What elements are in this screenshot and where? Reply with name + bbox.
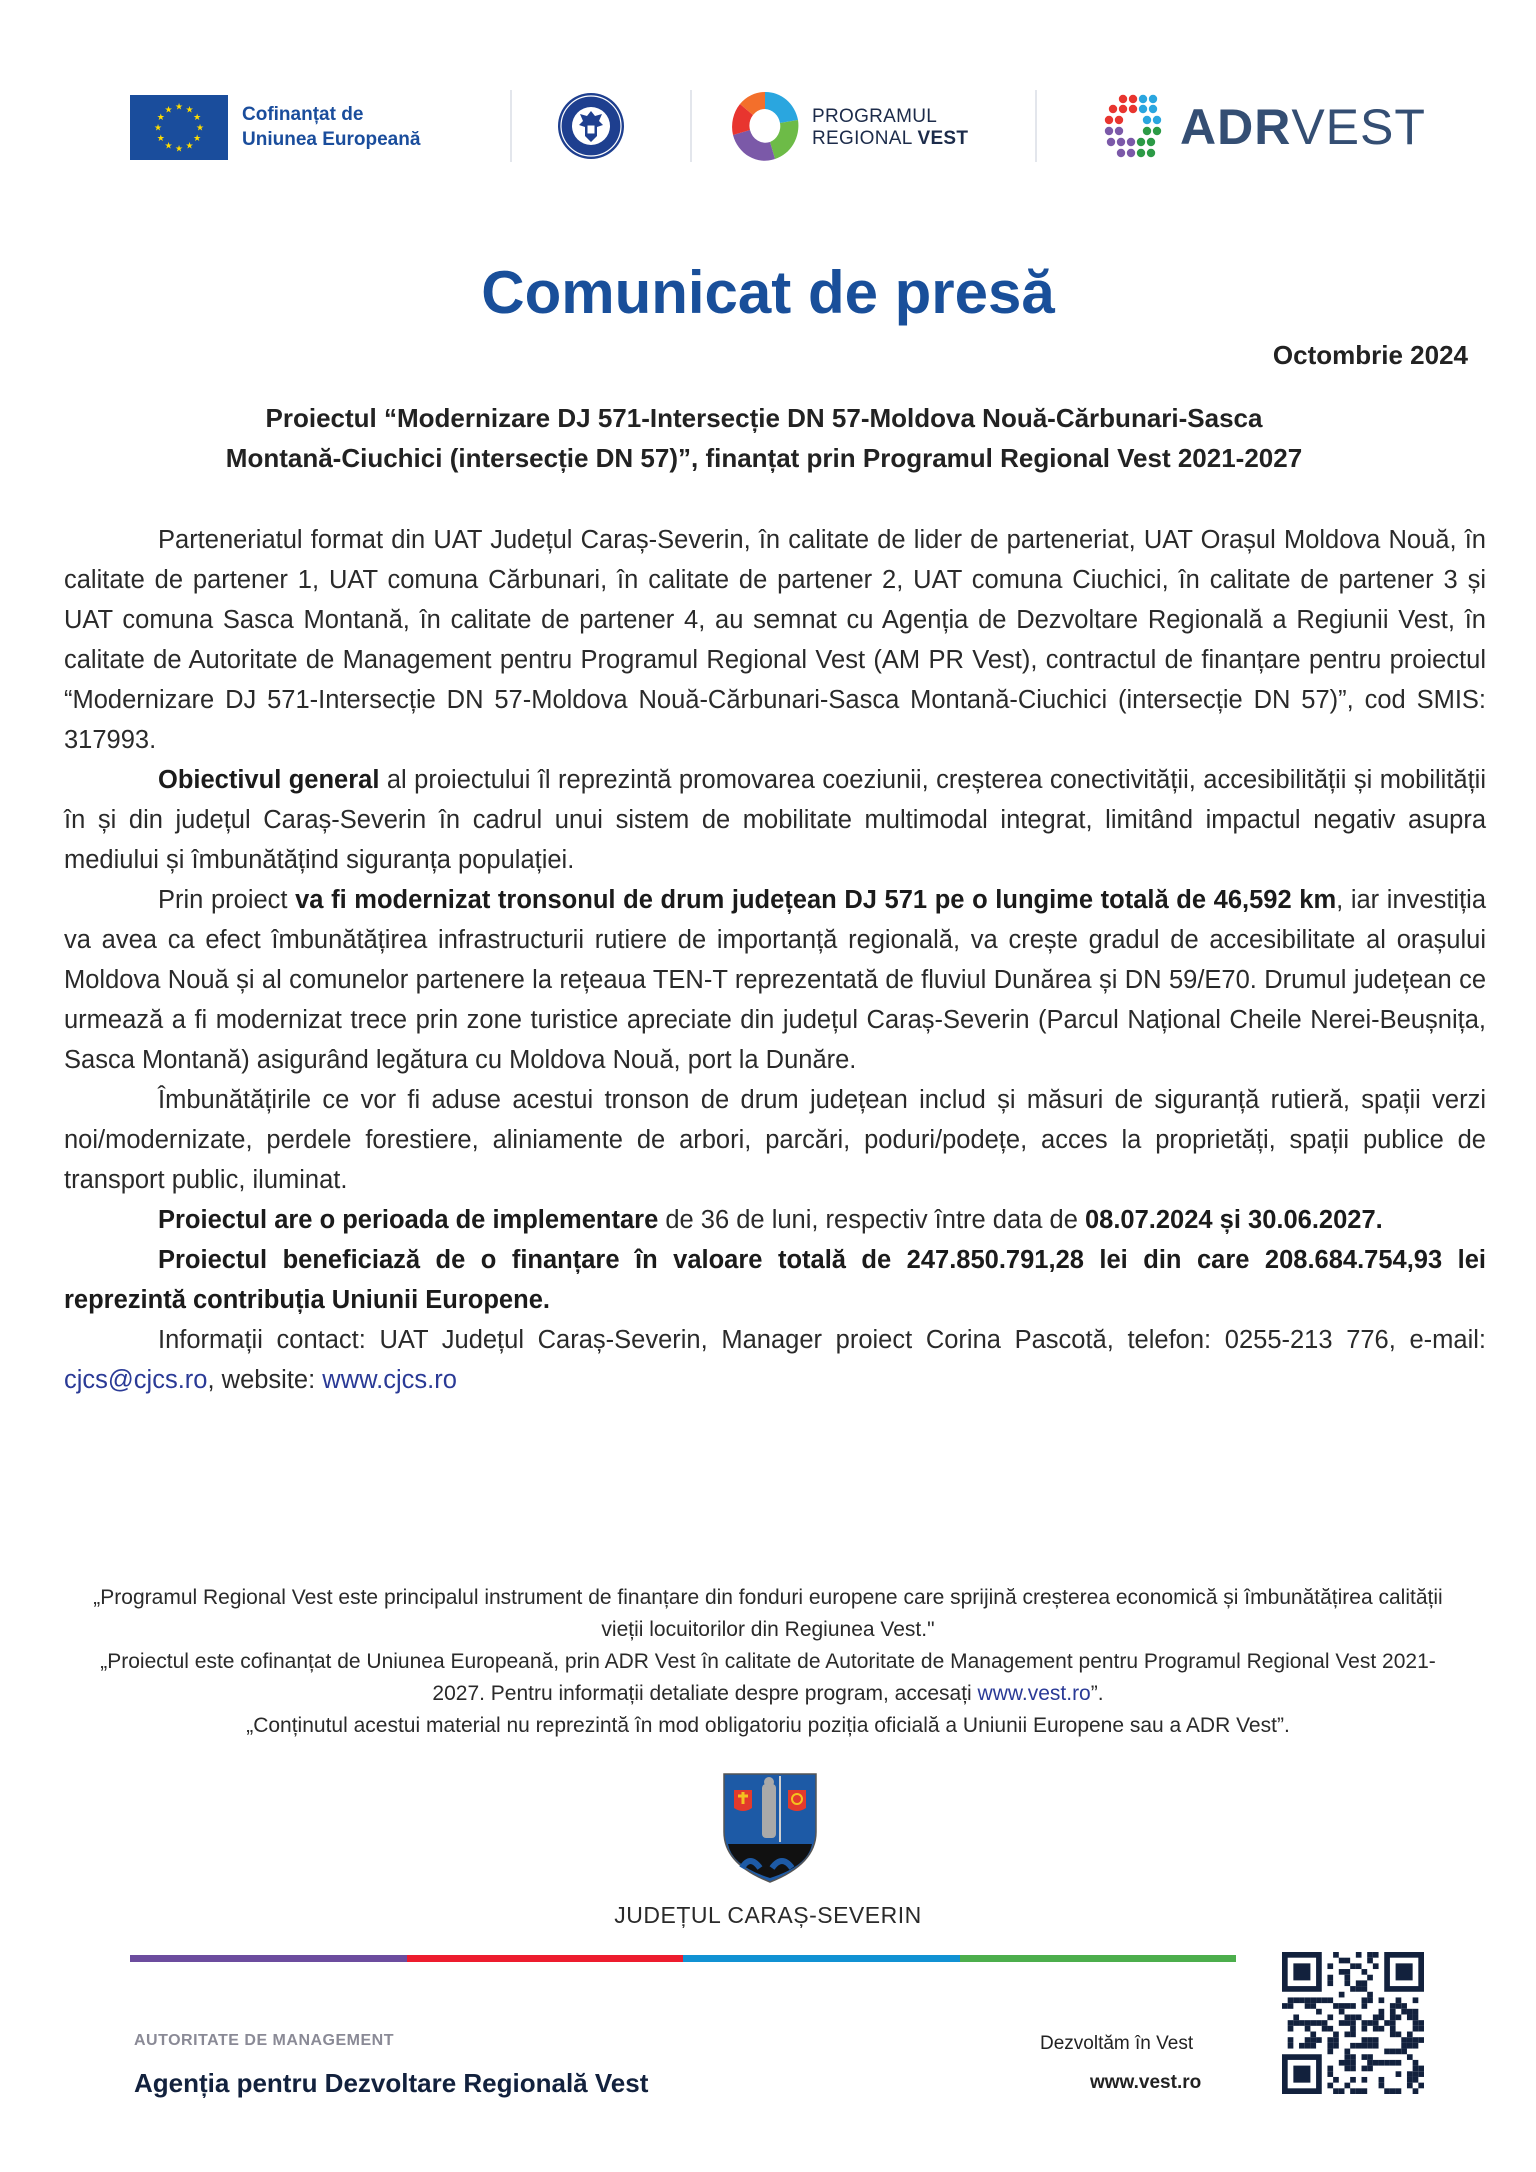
qr-module (1367, 1958, 1373, 1964)
qr-module (1344, 2054, 1350, 2060)
prv-line2-bold: VEST (917, 128, 969, 149)
contact-email-link[interactable]: cjcs@cjcs.ro (64, 1366, 208, 1394)
eu-text-line2: Uniunea Europeană (242, 129, 421, 150)
qr-module (1356, 2088, 1362, 2094)
footer-website-link[interactable]: www.vest.ro (1090, 2072, 1202, 2093)
adr-dot (1139, 95, 1147, 103)
qr-module (1362, 1980, 1368, 1986)
contact-text: Informații contact: UAT Județul Caraș-Severin, Manager proiect Corina Pascotă, telefon: 0255-213 776, e-mail: (158, 1326, 1486, 1354)
adr-dot (1129, 95, 1137, 103)
qr-module (1413, 2037, 1419, 2043)
qr-module (1390, 2049, 1396, 2055)
qr-module (1367, 2037, 1373, 2043)
qr-module (1293, 2020, 1299, 2026)
adr-dot (1107, 138, 1115, 146)
page-title: Comunicat de presă (481, 259, 1055, 326)
paragraph-improvements: Îmbunătățirile ce vor fi aduse acestui tronson de drum județean includ și măsuri de siguranță rutieră, spații verzi noi/modernizate, perdele forestiere, aliniamente de arbori, parcări, poduri/podețe, acces la proprietăți, spații publice de transport public, iluminat. (64, 1086, 1486, 1194)
qr-module (1413, 2043, 1419, 2049)
qr-module (1407, 2037, 1413, 2043)
qr-module (1305, 2037, 1311, 2043)
adr-dot (1117, 138, 1125, 146)
qr-module (1333, 2032, 1339, 2038)
color-bar-segment (407, 1955, 684, 1962)
qr-module (1367, 1975, 1373, 1981)
qr-module (1344, 2049, 1350, 2055)
qr-module (1413, 2026, 1419, 2032)
qr-module (1327, 2037, 1333, 2043)
contact-website-link[interactable]: www.cjcs.ro (322, 1366, 457, 1394)
adr-dot (1149, 95, 1157, 103)
qr-module (1288, 2037, 1294, 2043)
adr-dot (1119, 105, 1127, 113)
agency-name: Agenția pentru Dezvoltare Regională Vest (134, 2068, 649, 2098)
qr-module (1362, 2026, 1368, 2032)
qr-module (1327, 2049, 1333, 2055)
qr-module (1333, 2077, 1339, 2083)
qr-module (1418, 2026, 1424, 2032)
qr-module (1356, 1963, 1362, 1969)
qr-module (1339, 2009, 1345, 2015)
caras-severin-coat-of-arms-icon (722, 1772, 818, 1884)
paragraph-road-modernization (64, 880, 1486, 1080)
qr-module (1362, 2066, 1368, 2072)
qr-module (1413, 1997, 1419, 2003)
paragraph-objective (64, 760, 1486, 880)
qr-module (1339, 2060, 1345, 2066)
adr-dot (1143, 127, 1151, 135)
eu-star: ★ (185, 140, 194, 151)
qr-module (1413, 2020, 1419, 2026)
qr-module (1401, 2049, 1407, 2055)
qr-module (1350, 2066, 1356, 2072)
qr-module (1396, 1997, 1402, 2003)
adr-dot (1143, 116, 1151, 124)
qr-module (1344, 2083, 1350, 2089)
qr-module (1293, 1963, 1310, 1980)
qr-module (1316, 2009, 1322, 2015)
qr-module (1418, 2020, 1424, 2026)
eu-star: ★ (164, 140, 173, 151)
qr-module (1379, 2009, 1385, 2015)
qr-module (1401, 2003, 1407, 2009)
qr-module (1339, 2088, 1345, 2094)
qr-module (1322, 2026, 1328, 2032)
adr-dot (1115, 116, 1123, 124)
contact-website-label: , website: (207, 1366, 323, 1394)
qr-module (1413, 2009, 1419, 2015)
adr-dot (1127, 138, 1135, 146)
qr-module (1407, 2083, 1413, 2089)
modernization-text: , iar investiția va avea ca efect îmbunătățirea infrastructurii rutiere de importanță regională, va crește gradul de accesibilitate al orașului Moldova Nouă și al comunelor partenere la rețeaua TEN-T reprezentată de fluviul Dunărea și DN 59/E70. Drumul județean ce urmează a fi modernizat trece prin zone turistice apreciate din județul Caraș-Severin (Parcul Național Cheile Nerei-Beușnița, Sasca Montană) asigurând legătura cu Moldova Nouă, port la Dunăre. (64, 886, 1486, 1074)
color-bar-segment (960, 1955, 1237, 1962)
qr-module (1413, 2077, 1419, 2083)
qr-module (1293, 1997, 1299, 2003)
qr-module (1413, 2060, 1419, 2066)
qr-module (1418, 2066, 1424, 2072)
qr-module (1373, 2037, 1379, 2043)
qr-module (1362, 2077, 1368, 2083)
qr-module (1344, 1958, 1350, 1964)
qr-module (1350, 1986, 1356, 1992)
qr-module (1305, 1997, 1311, 2003)
qr-module (1362, 1997, 1368, 2003)
qr-module (1396, 2060, 1402, 2066)
qr-module (1333, 2088, 1339, 2094)
qr-module (1373, 2060, 1379, 2066)
qr-module (1396, 2049, 1402, 2055)
qr-module (1333, 1952, 1339, 1958)
qr-module (1339, 2020, 1345, 2026)
qr-module (1413, 2014, 1419, 2020)
headline-line1: Proiectul “Modernizare DJ 571-Intersecție DN 57-Moldova Nouă-Cărbunari-Sasca (265, 403, 1263, 433)
qr-module (1396, 2071, 1402, 2077)
qr-module (1367, 2060, 1373, 2066)
disclaimer-cofinancing-end: ”. (1090, 1682, 1104, 1705)
qr-module (1362, 2088, 1368, 2094)
adr-vest-wordmark (1180, 99, 1426, 155)
adr-dot (1147, 149, 1155, 157)
qr-module (1390, 2026, 1396, 2032)
press-release-body (64, 520, 1486, 1400)
qr-module (1305, 2020, 1311, 2026)
qr-module (1390, 2088, 1396, 2094)
qr-module (1327, 2014, 1333, 2020)
qr-module (1418, 2083, 1424, 2089)
qr-module (1379, 2060, 1385, 2066)
qr-module (1362, 2003, 1368, 2009)
qr-module (1384, 2060, 1390, 2066)
adr-dot (1119, 95, 1127, 103)
paragraph-contact (64, 1320, 1486, 1400)
qr-module (1344, 2014, 1350, 2020)
qr-module (1407, 2032, 1413, 2038)
qr-module (1390, 2060, 1396, 2066)
disclaimer-official-position: „Conținutul acestui material nu reprezintă în mod obligatoriu poziția oficială a Uniunii Europene sau a ADR Vest”. (246, 1714, 1290, 1737)
qr-module (1418, 2071, 1424, 2077)
qr-module (1407, 2043, 1413, 2049)
qr-module (1379, 1997, 1385, 2003)
qr-module (1413, 2066, 1419, 2072)
eu-text-line1: Cofinanțat de (242, 104, 364, 125)
qr-module (1396, 2014, 1402, 2020)
qr-module (1316, 2020, 1322, 2026)
qr-module (1367, 1952, 1373, 1958)
qr-module (1373, 2026, 1379, 2032)
qr-module (1310, 2037, 1316, 2043)
qr-module (1350, 1963, 1356, 1969)
qr-module (1327, 2026, 1333, 2032)
qr-module (1299, 2043, 1305, 2049)
qr-module (1344, 1969, 1350, 1975)
qr-module (1344, 2060, 1350, 2066)
qr-module (1310, 2032, 1316, 2038)
qr-module (1344, 1980, 1350, 1986)
qr-module (1333, 2003, 1339, 2009)
qr-module (1288, 2043, 1294, 2049)
qr-module (1327, 1980, 1333, 1986)
adr-vest-dots-icon (1097, 93, 1167, 163)
qr-module (1401, 2009, 1407, 2015)
qr-module (1350, 2032, 1356, 2038)
qr-module (1367, 2020, 1373, 2026)
qr-module (1367, 1992, 1373, 1998)
eu-star: ★ (174, 143, 184, 154)
qr-module (1339, 1992, 1345, 1998)
paragraph-financing (64, 1240, 1486, 1320)
eu-star: ★ (195, 122, 205, 133)
programul-regional-vest-label (812, 106, 968, 150)
qr-module (1350, 2077, 1356, 2083)
adr-dot (1153, 127, 1161, 135)
logo-divider (510, 90, 512, 162)
adr-wordmark-bold: ADR (1180, 99, 1292, 155)
adr-dot (1127, 149, 1135, 157)
qr-module (1362, 1986, 1368, 1992)
qr-module (1293, 2014, 1299, 2020)
adr-dot (1139, 105, 1147, 113)
eu-star: ★ (193, 112, 202, 122)
qr-module (1384, 2020, 1390, 2026)
qr-module (1299, 2020, 1305, 2026)
qr-module (1339, 1969, 1345, 1975)
qr-module (1356, 1986, 1362, 1992)
qr-module (1413, 2071, 1419, 2077)
qr-module (1401, 2043, 1407, 2049)
qr-module (1418, 2037, 1424, 2043)
adr-dot (1109, 105, 1117, 113)
qr-module (1390, 2003, 1396, 2009)
qr-module (1379, 2026, 1385, 2032)
qr-module (1310, 2020, 1316, 2026)
eu-star: ★ (156, 112, 165, 122)
implementation-label: Proiectul are o perioada de implementare (158, 1206, 659, 1234)
qr-module (1379, 2077, 1385, 2083)
modernization-highlight: va fi modernizat tronsonul de drum județean DJ 571 pe o lungime totală de 46,592 km (295, 886, 1337, 914)
qr-module (1367, 2043, 1373, 2049)
qr-module (1356, 1980, 1362, 1986)
headline-line2: Montană-Ciuchici (intersecție DN 57)”, finanțat prin Programul Regional Vest 2021-2027 (225, 443, 1303, 473)
paragraph-implementation-period (64, 1200, 1486, 1240)
qr-module (1407, 2009, 1413, 2015)
adr-dot (1137, 149, 1145, 157)
logo-divider (1035, 90, 1037, 162)
qr-module (1299, 1997, 1305, 2003)
county-name: JUDEȚUL CARAȘ-SEVERIN (614, 1902, 922, 1928)
managing-authority-label: AUTORITATE DE MANAGEMENT (134, 2032, 394, 2049)
eu-cofinancing-label (242, 102, 420, 152)
release-date: Octombrie 2024 (1272, 340, 1468, 370)
qr-module (1396, 2032, 1402, 2038)
qr-module (1288, 2003, 1294, 2009)
qr-module (1379, 2014, 1385, 2020)
qr-module (1327, 1975, 1333, 1981)
qr-module (1384, 2088, 1390, 2094)
adr-dot (1129, 105, 1137, 113)
qr-code-icon[interactable] (1282, 1952, 1424, 2094)
adr-dot (1105, 127, 1113, 135)
qr-module (1316, 2037, 1322, 2043)
qr-module (1322, 1997, 1328, 2003)
adr-wordmark-regular: VEST (1291, 99, 1426, 155)
qr-module (1333, 2043, 1339, 2049)
implementation-dates: 08.07.2024 și 30.06.2027. (1084, 1206, 1383, 1234)
eu-flag-icon (130, 95, 228, 160)
modernization-intro: Prin proiect (158, 886, 296, 914)
objective-label: Obiectivul general (158, 766, 380, 794)
qr-module (1390, 2032, 1396, 2038)
qr-module (1356, 2043, 1362, 2049)
qr-module (1288, 1997, 1294, 2003)
qr-module (1305, 2043, 1311, 2049)
qr-module (1350, 2026, 1356, 2032)
qr-module (1327, 1997, 1333, 2003)
qr-module (1373, 1952, 1379, 1958)
disclaimer-program: „Programul Regional Vest este principalul instrument de finanțare din fonduri europene care sprijină creșterea economică și îmbunătățirea calității vieții locuitorilor din Regiunea Vest." (93, 1586, 1443, 1641)
qr-module (1362, 1969, 1368, 1975)
qr-module (1373, 2020, 1379, 2026)
tagline: Dezvoltăm în Vest (1040, 2033, 1194, 2054)
qr-module (1282, 2003, 1288, 2009)
qr-module (1344, 1975, 1350, 1981)
qr-module (1384, 2049, 1390, 2055)
qr-module (1407, 2014, 1413, 2020)
adr-dot (1105, 116, 1113, 124)
project-headline (40, 398, 1488, 478)
qr-module (1373, 1963, 1379, 1969)
adr-dot (1137, 138, 1145, 146)
qr-module (1350, 2043, 1356, 2049)
qr-module (1407, 2071, 1413, 2077)
eu-star: ★ (174, 101, 184, 112)
qr-module (1373, 2043, 1379, 2049)
qr-module (1310, 2003, 1316, 2009)
eu-star: ★ (185, 104, 194, 115)
qr-module (1327, 1963, 1333, 1969)
qr-module (1367, 1997, 1373, 2003)
eu-star: ★ (164, 104, 173, 115)
qr-module (1367, 2054, 1373, 2060)
header-logos (130, 88, 1426, 168)
qr-module (1390, 2020, 1396, 2026)
qr-module (1305, 2003, 1311, 2009)
qr-module (1350, 2020, 1356, 2026)
qr-module (1305, 2026, 1311, 2032)
qr-module (1293, 2066, 1310, 2083)
eu-star: ★ (156, 133, 165, 143)
qr-module (1333, 2037, 1339, 2043)
qr-module (1396, 1963, 1413, 1980)
brand-color-bar (130, 1955, 1236, 1962)
qr-module (1396, 2003, 1402, 2009)
qr-module (1322, 2020, 1328, 2026)
qr-module (1327, 2071, 1333, 2077)
qr-module (1356, 1952, 1362, 1958)
vest-ro-link[interactable]: www.vest.ro (977, 1682, 1091, 1705)
objective-text: al proiectului îl reprezintă promovarea coeziunii, creșterea conectivității, accesibilității și mobilității în și din județul Caraș-Severin în cadrul unui sistem de mobilitate multimodal integrat, limitând impactul negativ asupra mediului și îmbunătățind siguranța populației. (64, 766, 1487, 874)
implementation-text: de 36 de luni, respectiv între data de (658, 1206, 1085, 1234)
qr-module (1310, 2043, 1316, 2049)
qr-module (1362, 2020, 1368, 2026)
adr-dot (1153, 116, 1161, 124)
qr-module (1288, 2020, 1294, 2026)
eu-star: ★ (193, 133, 202, 143)
qr-module (1327, 2043, 1333, 2049)
qr-module (1310, 1997, 1316, 2003)
qr-module (1316, 1997, 1322, 2003)
qr-module (1350, 2054, 1356, 2060)
qr-module (1407, 2054, 1413, 2060)
qr-module (1396, 2088, 1402, 2094)
qr-module (1344, 2020, 1350, 2026)
qr-module (1390, 2009, 1396, 2015)
adr-dot (1149, 105, 1157, 113)
qr-module (1339, 2003, 1345, 2009)
qr-module (1327, 2083, 1333, 2089)
prv-line1: PROGRAMUL (812, 106, 938, 127)
qr-module (1390, 2014, 1396, 2020)
paragraph-partnership: Parteneriatul format din UAT Județul Caraș-Severin, în calitate de lider de parteneriat, UAT Orașul Moldova Nouă, în calitate de partener 1, UAT comuna Cărbunari, în calitate de partener 2, UAT comuna Ciuchici, în calitate de partener 3 și UAT comuna Sasca Montană, în calitate de partener 4, au semnat cu Agenția de Dezvoltare Regională a Regiunii Vest, în calitate de Autoritate de Management pentru Programul Regional Vest (AM PR Vest), contractul de finanțare pentru proiectul “Modernizare DJ 571-Intersecție DN 57-Moldova Nouă-Cărbunari-Sasca Montană-Ciuchici (intersecție DN 57)”, cod SMIS: 317993. (64, 526, 1486, 754)
eu-star: ★ (153, 122, 163, 133)
disclaimer-block (80, 1582, 1456, 1742)
color-bar-segment (683, 1955, 960, 1962)
qr-module (1350, 2060, 1356, 2066)
qr-module (1350, 2003, 1356, 2009)
adr-dot (1115, 127, 1123, 135)
qr-module (1379, 2083, 1385, 2089)
qr-module (1339, 1958, 1345, 1964)
qr-module (1362, 2037, 1368, 2043)
qr-module (1413, 2088, 1419, 2094)
qr-module (1401, 2037, 1407, 2043)
adr-dot (1147, 138, 1155, 146)
qr-module (1327, 2066, 1333, 2072)
programul-regional-vest-ring-icon (730, 90, 800, 162)
qr-module (1350, 2088, 1356, 2094)
qr-module (1344, 2066, 1350, 2072)
qr-module (1288, 2026, 1294, 2032)
guvernul-romaniei-seal-icon (557, 92, 625, 160)
qr-module (1373, 2014, 1379, 2020)
financing-text: Proiectul beneficiază de o finanțare în valoare totală de 247.850.791,28 lei din care 208.684.754,93 lei reprezintă contribuția Uniunii Europene. (64, 1246, 1486, 1314)
disclaimer-cofinancing-text: „Proiectul este cofinanțat de Uniunea Europeană, prin ADR Vest în calitate de Autoritate de Management pentru Programul Regional Vest 2021-2027. Pentru informații detaliate despre program, accesați (100, 1650, 1436, 1705)
adr-dot (1117, 149, 1125, 157)
qr-module (1367, 2066, 1373, 2072)
qr-module (1350, 2014, 1356, 2020)
qr-module (1362, 2054, 1368, 2060)
prv-line2-regular: REGIONAL (812, 128, 918, 149)
qr-module (1356, 2014, 1362, 2020)
qr-module (1407, 2077, 1413, 2083)
color-bar-segment (130, 1955, 407, 1962)
disclaimer-cofinancing (80, 1646, 1456, 1710)
qr-module (1344, 2003, 1350, 2009)
logo-divider (690, 90, 692, 162)
qr-module (1362, 2043, 1368, 2049)
qr-module (1344, 2032, 1350, 2038)
